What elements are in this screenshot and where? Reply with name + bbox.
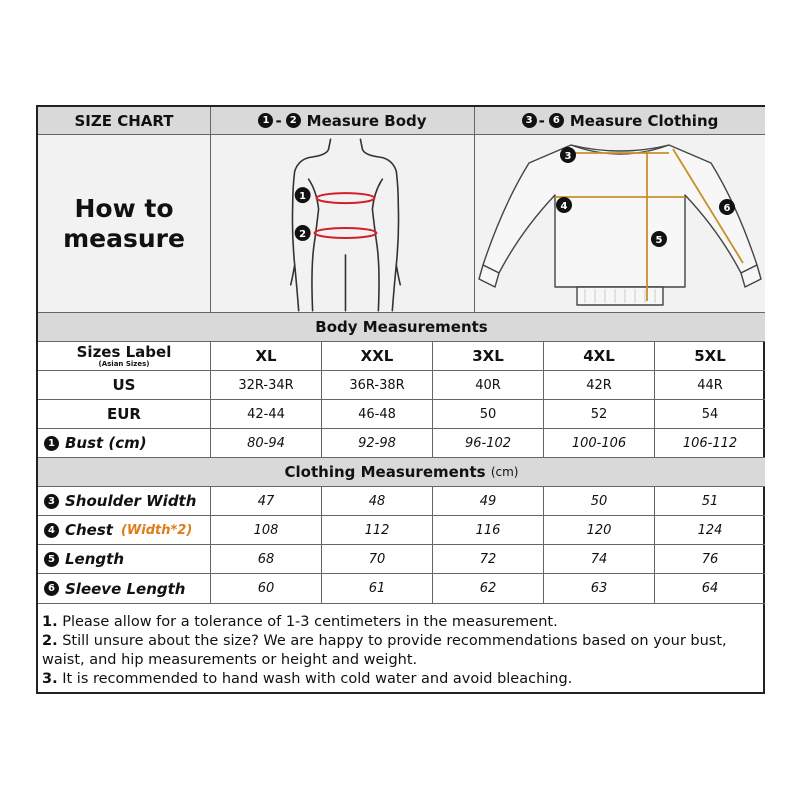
table-cell: 44R (655, 371, 765, 400)
measure-body-header: 1 - 2 Measure Body (211, 107, 475, 135)
row-label-sleeve (38, 574, 211, 604)
table-cell: 96-102 (433, 429, 544, 458)
note-text: Still unsure about the size? We are happy to provide recommendations based on your bust, waist, and hip measurements or height and weight. (42, 633, 727, 668)
table-cell: 60 (211, 574, 322, 604)
size-header: 3XL (433, 342, 544, 371)
table-cell: 36R-38R (322, 371, 433, 400)
how-to-line1: How to (74, 193, 174, 223)
sweater-figure (475, 135, 765, 313)
size-header: 5XL (655, 342, 765, 371)
measure-clothing-header: 3 - 6 Measure Clothing (475, 107, 765, 135)
body-measurements-label: Body Measurements (315, 318, 488, 336)
row-label-length (38, 545, 211, 574)
table-cell: 70 (322, 545, 433, 574)
table-cell: 50 (544, 487, 655, 516)
clothing-measurements-title (38, 458, 765, 487)
measure-body-label: Measure Body (306, 111, 427, 130)
table-cell: 120 (544, 516, 655, 545)
number-badge: 1 (44, 436, 59, 451)
clothing-diagram (475, 135, 765, 313)
table-cell: 62 (433, 574, 544, 604)
row-label-us: US (38, 371, 211, 400)
table-cell: 42-44 (211, 400, 322, 429)
note-text: Please allow for a tolerance of 1-3 centimeters in the measurement. (62, 614, 558, 630)
size-chart-title (38, 107, 211, 135)
row-label-chest (38, 516, 211, 545)
measure-clothing-label: Measure Clothing (569, 111, 719, 130)
note-text: It is recommended to hand wash with cold water and avoid bleaching. (62, 671, 573, 687)
table-cell: 40R (433, 371, 544, 400)
table-cell: 32R-34R (211, 371, 322, 400)
body-figure (211, 135, 474, 313)
number-badge: 2 (286, 113, 301, 128)
table-cell: 47 (211, 487, 322, 516)
how-to-measure (38, 135, 211, 313)
label-5-icon: 5 (655, 234, 663, 246)
label-2-icon: 2 (299, 228, 307, 240)
note-number: 2. (42, 633, 58, 649)
number-badge: 5 (44, 552, 59, 567)
note-item (42, 670, 759, 689)
table-cell: 61 (322, 574, 433, 604)
shoulder-label: Shoulder Width (65, 492, 197, 510)
table-cell: 92-98 (322, 429, 433, 458)
size-header: XXL (322, 342, 433, 371)
table-cell: 106-112 (655, 429, 765, 458)
size-chart (36, 105, 765, 694)
table-cell: 68 (211, 545, 322, 574)
table-cell: 46-48 (322, 400, 433, 429)
chest-label: Chest (65, 521, 113, 539)
body-measurements-title (38, 313, 765, 342)
label-6-icon: 6 (723, 202, 731, 214)
bust-label: Bust (cm) (65, 434, 147, 452)
note-item (42, 632, 759, 670)
sizes-sub-label: (Asian Sizes) (98, 360, 150, 368)
row-label-eur: EUR (38, 400, 211, 429)
size-header: 4XL (544, 342, 655, 371)
table-cell: 112 (322, 516, 433, 545)
table-cell: 42R (544, 371, 655, 400)
table-cell: 51 (655, 487, 765, 516)
table-cell: 64 (655, 574, 765, 604)
length-label: Length (65, 550, 124, 568)
size-header: XL (211, 342, 322, 371)
table-cell: 49 (433, 487, 544, 516)
clothing-measurements-label: Clothing Measurements (284, 463, 486, 481)
row-label-bust (38, 429, 211, 458)
table-cell: 63 (544, 574, 655, 604)
number-badge: 1 (258, 113, 273, 128)
table-cell: 48 (322, 487, 433, 516)
sizes-label-cell (38, 342, 211, 371)
table-cell: 124 (655, 516, 765, 545)
how-to-line2: measure (63, 223, 185, 253)
label-3-icon: 3 (564, 150, 572, 162)
number-badge: 6 (44, 581, 59, 596)
sizes-label: Sizes Label (76, 343, 172, 361)
row-label-shoulder (38, 487, 211, 516)
number-badge: 6 (549, 113, 564, 128)
label-1-icon: 1 (299, 190, 307, 202)
table-cell: 108 (211, 516, 322, 545)
number-badge: 3 (44, 494, 59, 509)
table-cell: 50 (433, 400, 544, 429)
table-cell: 54 (655, 400, 765, 429)
table-cell: 72 (433, 545, 544, 574)
body-diagram (211, 135, 475, 313)
note-item (42, 613, 759, 632)
note-number: 3. (42, 671, 58, 687)
table-cell: 80-94 (211, 429, 322, 458)
notes (38, 604, 763, 692)
table-cell: 52 (544, 400, 655, 429)
clothing-unit: (cm) (490, 465, 519, 479)
note-number: 1. (42, 614, 58, 630)
number-badge: 4 (44, 523, 59, 538)
table-cell: 74 (544, 545, 655, 574)
table-cell: 116 (433, 516, 544, 545)
size-chart-label: SIZE CHART (74, 111, 174, 130)
table-cell: 100-106 (544, 429, 655, 458)
label-4-icon: 4 (560, 200, 568, 212)
sleeve-label: Sleeve Length (65, 579, 186, 598)
table-cell: 76 (655, 545, 765, 574)
number-badge: 3 (522, 113, 537, 128)
chest-note: (Width*2) (120, 522, 193, 538)
